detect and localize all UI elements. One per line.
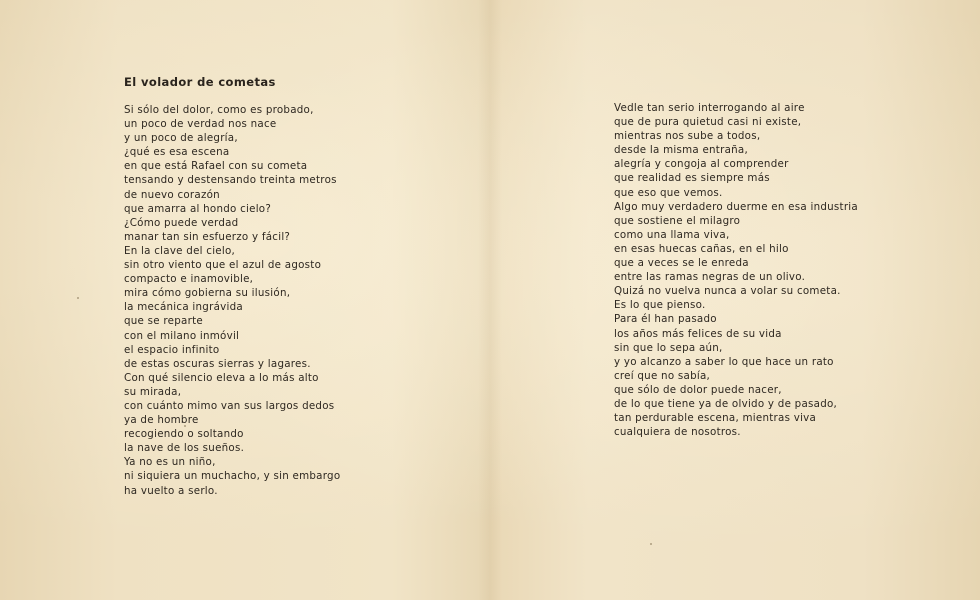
verse-line: Es lo que pienso.	[614, 299, 706, 312]
verse-line: un poco de verdad nos nace	[124, 118, 277, 131]
verse-line: Ya no es un niño,	[124, 456, 216, 469]
paper-speck	[184, 425, 186, 427]
verse-line: de estas oscuras sierras y lagares.	[124, 357, 311, 370]
verse-line: sin otro viento que el azul de agosto	[124, 259, 322, 272]
verse-line: cualquiera de nosotros.	[614, 426, 741, 439]
verse-line: Con qué silencio eleva a lo más alto	[124, 371, 319, 384]
verse-line: recogiendo o soltando	[124, 428, 244, 441]
verse-line: alegría y congoja al comprender	[614, 158, 789, 171]
verse-line: compacto e inamovible,	[124, 273, 254, 286]
verse-line: Algo muy verdadero duerme en esa industria	[614, 200, 858, 213]
verse-line: que se reparte	[124, 315, 203, 328]
verse-line: ¿qué es esa escena	[124, 146, 230, 159]
verse-line: sin que lo sepa aún,	[614, 341, 723, 354]
verse-line: que a veces se le enreda	[614, 257, 749, 270]
verse-line: ha vuelto a serlo.	[124, 484, 218, 497]
verse-line: entre las ramas negras de un olivo.	[614, 271, 806, 284]
verse-line: Para él han pasado	[614, 313, 717, 326]
verse-line: tan perdurable escena, mientras viva	[614, 412, 817, 425]
verse-line: En la clave del cielo,	[124, 244, 236, 257]
verse-line: que eso que vemos.	[614, 186, 723, 199]
left-page-verses	[124, 103, 340, 498]
right-page	[490, 0, 980, 600]
verse-line: con el milano inmóvil	[124, 329, 240, 342]
verse-line: ¿Cómo puede verdad	[124, 216, 239, 229]
verse-line: su mirada,	[124, 385, 182, 398]
verse-line: que de pura quietud casi ni existe,	[614, 116, 802, 129]
right-page-verses	[614, 101, 858, 439]
verse-line: la mecánica ingrávida	[124, 301, 243, 314]
verse-line: los años más felices de su vida	[614, 327, 782, 340]
verse-line: mira cómo gobierna su ilusión,	[124, 287, 291, 300]
verse-line: mientras nos sube a todos,	[614, 130, 761, 143]
verse-line: en esas huecas cañas, en el hilo	[614, 242, 789, 255]
verse-line: desde la misma entraña,	[614, 144, 748, 157]
verse-line: en que está Rafael con su cometa	[124, 160, 308, 173]
verse-line: Quizá no vuelva nunca a volar su cometa.	[614, 285, 841, 298]
verse-line: Vedle tan serio interrogando al aire	[614, 102, 805, 114]
verse-line: el espacio infinito	[124, 343, 220, 356]
verse-line: que amarra al hondo cielo?	[124, 202, 272, 215]
verse-line: la nave de los sueños.	[124, 442, 245, 455]
verse-line: ni siquiera un muchacho, y sin embargo	[124, 470, 341, 483]
verse-line: ya de hombre	[124, 414, 199, 427]
verse-line: con cuánto mimo van sus largos dedos	[124, 399, 335, 412]
verse-line: que sólo de dolor puede nacer,	[614, 383, 782, 396]
verse-line: de nuevo corazón	[124, 188, 220, 201]
verse-line: y un poco de alegría,	[124, 132, 238, 145]
verse-line: que realidad es siempre más	[614, 172, 770, 185]
verse-line: de lo que tiene ya de olvido y de pasado,	[614, 397, 838, 410]
verse-line: creí que no sabía,	[614, 369, 711, 382]
paper-speck	[77, 297, 79, 299]
verse-line: tensando y destensando treinta metros	[124, 174, 337, 187]
verse-line: Si sólo del dolor, como es probado,	[124, 104, 314, 116]
verse-line: manar tan sin esfuerzo y fácil?	[124, 230, 291, 243]
verse-line: que sostiene el milagro	[614, 214, 741, 227]
verse-line: como una llama viva,	[614, 228, 730, 241]
paper-speck	[650, 543, 652, 545]
poem-title: El volador de cometas	[124, 75, 276, 89]
verse-line: y yo alcanzo a saber lo que hace un rato	[614, 355, 834, 368]
